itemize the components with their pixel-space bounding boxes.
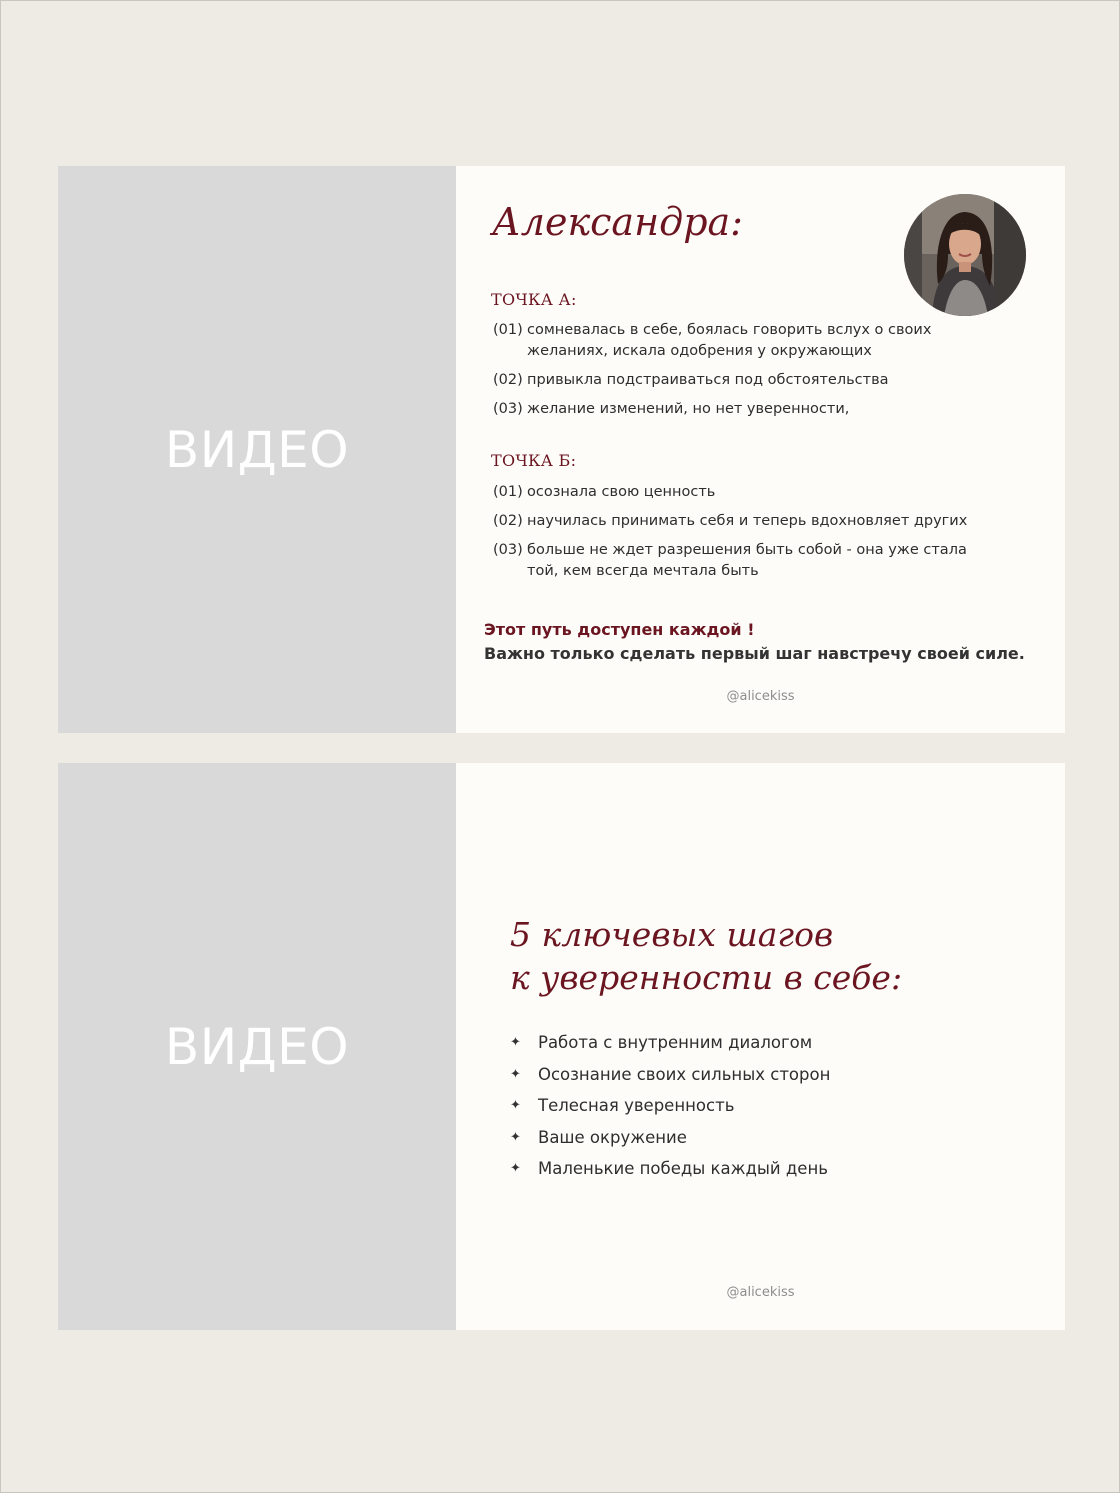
steps-list [510, 1027, 830, 1185]
step-item [510, 1090, 830, 1122]
point-b-title: ТОЧКА Б: [491, 451, 577, 470]
list-item [493, 320, 997, 362]
steps-panel [456, 763, 1065, 1330]
step-text: Маленькие победы каждый день [538, 1159, 828, 1179]
item-number: (02) [493, 372, 523, 388]
steps-heading [510, 913, 902, 999]
avatar-photo-icon [904, 194, 1026, 316]
list-item [493, 511, 997, 532]
list-item [493, 399, 997, 420]
point-a-list [493, 320, 997, 428]
testimonial-panel [456, 166, 1065, 733]
four-point-star-icon: ✦ [510, 1098, 521, 1114]
step-item [510, 1122, 830, 1154]
steps-slide [58, 763, 1065, 1330]
item-number: (02) [493, 513, 523, 529]
item-text: больше не ждет разрешения быть собой - она уже стала той, кем всегда мечтала быть [527, 542, 967, 579]
heading-line-2: к уверенности в себе: [510, 958, 903, 997]
avatar [904, 194, 1026, 316]
testimonial-slide [58, 166, 1065, 733]
item-number: (01) [493, 484, 523, 500]
four-point-star-icon: ✦ [510, 1129, 521, 1145]
callout-text: Важно только сделать первый шаг навстречу своей силе. [484, 644, 1025, 663]
step-text: Ваше окружение [538, 1127, 687, 1147]
point-a-title: ТОЧКА А: [491, 290, 577, 309]
step-item [510, 1027, 830, 1059]
video-label: ВИДЕО [164, 420, 350, 479]
item-text: сомневалась в себе, боялась говорить вслух о своих желаниях, искала одобрения у окружающих [527, 322, 932, 359]
item-text: научилась принимать себя и теперь вдохновляет других [527, 513, 968, 529]
step-text: Работа с внутренним диалогом [538, 1033, 813, 1053]
step-item [510, 1153, 830, 1185]
video-placeholder[interactable] [58, 763, 456, 1330]
step-item [510, 1059, 830, 1091]
four-point-star-icon: ✦ [510, 1066, 521, 1082]
callout-highlight: Этот путь доступен каждой ! [484, 620, 755, 639]
item-text: осознала свою ценность [527, 484, 716, 500]
client-name: Александра: [492, 200, 743, 244]
step-text: Телесная уверенность [538, 1096, 735, 1116]
video-placeholder[interactable] [58, 166, 456, 733]
list-item [493, 540, 997, 582]
four-point-star-icon: ✦ [510, 1035, 521, 1051]
item-number: (03) [493, 401, 523, 417]
step-text: Осознание своих сильных сторон [538, 1064, 831, 1084]
social-handle: @alicekiss [726, 1285, 795, 1300]
list-item [493, 370, 997, 391]
heading-line-1: 5 ключевых шагов [510, 915, 834, 954]
item-number: (01) [493, 322, 523, 338]
social-handle: @alicekiss [726, 689, 795, 704]
four-point-star-icon: ✦ [510, 1161, 521, 1177]
item-text: желание изменений, но нет уверенности, [527, 401, 850, 417]
point-b-list [493, 482, 997, 590]
item-text: привыкла подстраиваться под обстоятельства [527, 372, 889, 388]
video-label: ВИДЕО [164, 1017, 350, 1076]
item-number: (03) [493, 542, 523, 558]
list-item [493, 482, 997, 503]
